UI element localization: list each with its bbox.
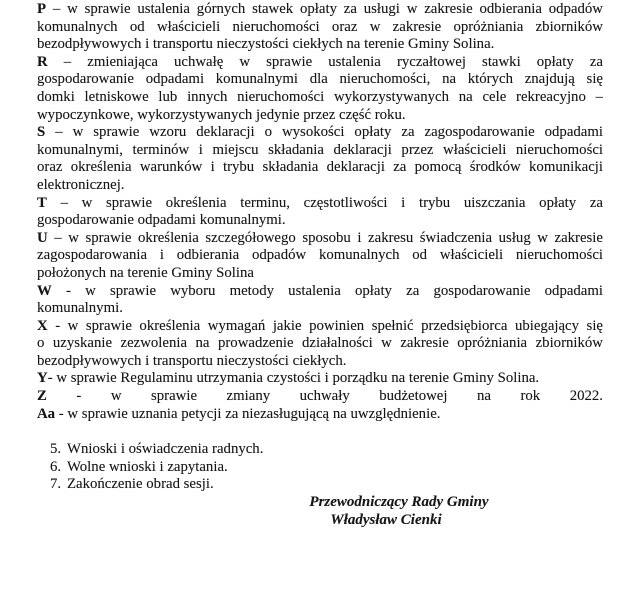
paragraph-lead: T [37,194,47,211]
paragraph-lead: Y [37,370,48,387]
document-line: P – w sprawie ustalenia górnych stawek opłaty za usługi w zakresie odbierania odpadów [37,1,603,17]
paragraph-lead: P [37,1,47,17]
agenda-item: 7. Zakończenie obrad sesji. [50,476,214,493]
agenda-list [37,441,603,494]
document-line: oraz określenia warunków i trybu składania deklaracji za pomocą środków komunikacji [37,159,603,176]
document-line: elektronicznej. [37,176,125,193]
document-line: komunalnymi, terminów i miejscu składania deklaracji przez właścicieli nieruchomości [37,141,603,158]
paragraph-lead: X [37,317,48,334]
agenda-item: 5. Wnioski i oświadczenia radnych. [50,440,264,457]
paragraph-lead: Z [37,388,47,405]
document-line: gospodarowanie odpadami komunalnymi dla nieruchomości, na których znajdują się [37,71,603,88]
document-line: W - w sprawie wyboru metody ustalenia opłaty za gospodarowanie odpadami [37,282,603,299]
document-line: R – zmieniająca uchwałę w sprawie ustalenia ryczałtowej stawki opłaty za [37,53,603,70]
document-line: Y- w sprawie Regulaminu utrzymania czystości i porządku na terenie Gminy Solina. [37,370,540,387]
paragraph-lead: S [37,124,46,141]
document-line: Aa - w sprawie uznania petycji za niezasługującą na uwzględnienie. [37,405,441,422]
paragraph-lead: Aa [37,405,56,422]
paragraph-lead: U [37,229,48,246]
paragraph-lead: W [37,282,52,299]
agenda-item-number: 7. [50,476,62,493]
document-line: wypoczynkowe, wykorzystywanych jedynie przez część roku. [37,106,406,123]
document-line: o uzyskanie zezwolenia na prowadzenie działalności w zakresie opróżniania zbiorników [37,335,603,352]
signature-title: Przewodniczący Rady Gminy [309,493,489,510]
document-line: U – w sprawie określenia szczegółowego sposobu i zakresu świadczenia usług w zakresie [37,229,603,246]
document-line: domki letniskowe lub innych nieruchomości wykorzystywanych na cele rekreacyjno – [37,88,603,105]
document-line: zagospodarowania i odbierania odpadów komunalnych od właścicieli nieruchomości [37,247,603,264]
document-line: komunalnymi. [37,300,123,317]
agenda-item-number: 6. [50,458,62,475]
document-line: bezodpływowych i transportu nieczystości ciekłych na terenie Gminy Solina. [37,36,495,53]
agenda-item: 6. Wolne wnioski i zapytania. [50,458,228,475]
document-line: T – w sprawie określenia terminu, częstotliwości i trybu uiszczania opłaty za [37,194,603,211]
document-body [37,1,603,423]
paragraph-lead: R [37,53,48,70]
agenda-item-number: 5. [50,440,62,457]
document-line: bezodpływowych i transportu nieczystości ciekłych. [37,352,347,369]
document-line: Z - w sprawie zmiany uchwały budżetowej na rok 2022. [37,388,603,405]
document-line: S – w sprawie wzoru deklaracji o wysokości opłaty za zagospodarowanie odpadami [37,124,603,141]
signature-name: Władysław Cienki [330,511,442,528]
document-line: X - w sprawie określenia wymagań jakie powinien spełnić przedsiębiorca ubiegający się [37,317,603,334]
document-line: gospodarowanie odpadami komunalnymi. [37,212,286,229]
document-line: położonych na terenie Gminy Solina [37,264,254,281]
signature-block [268,494,530,529]
document-line: komunalnych od właścicieli nieruchomości oraz w zakresie opróżniania zbiorników [37,18,603,35]
